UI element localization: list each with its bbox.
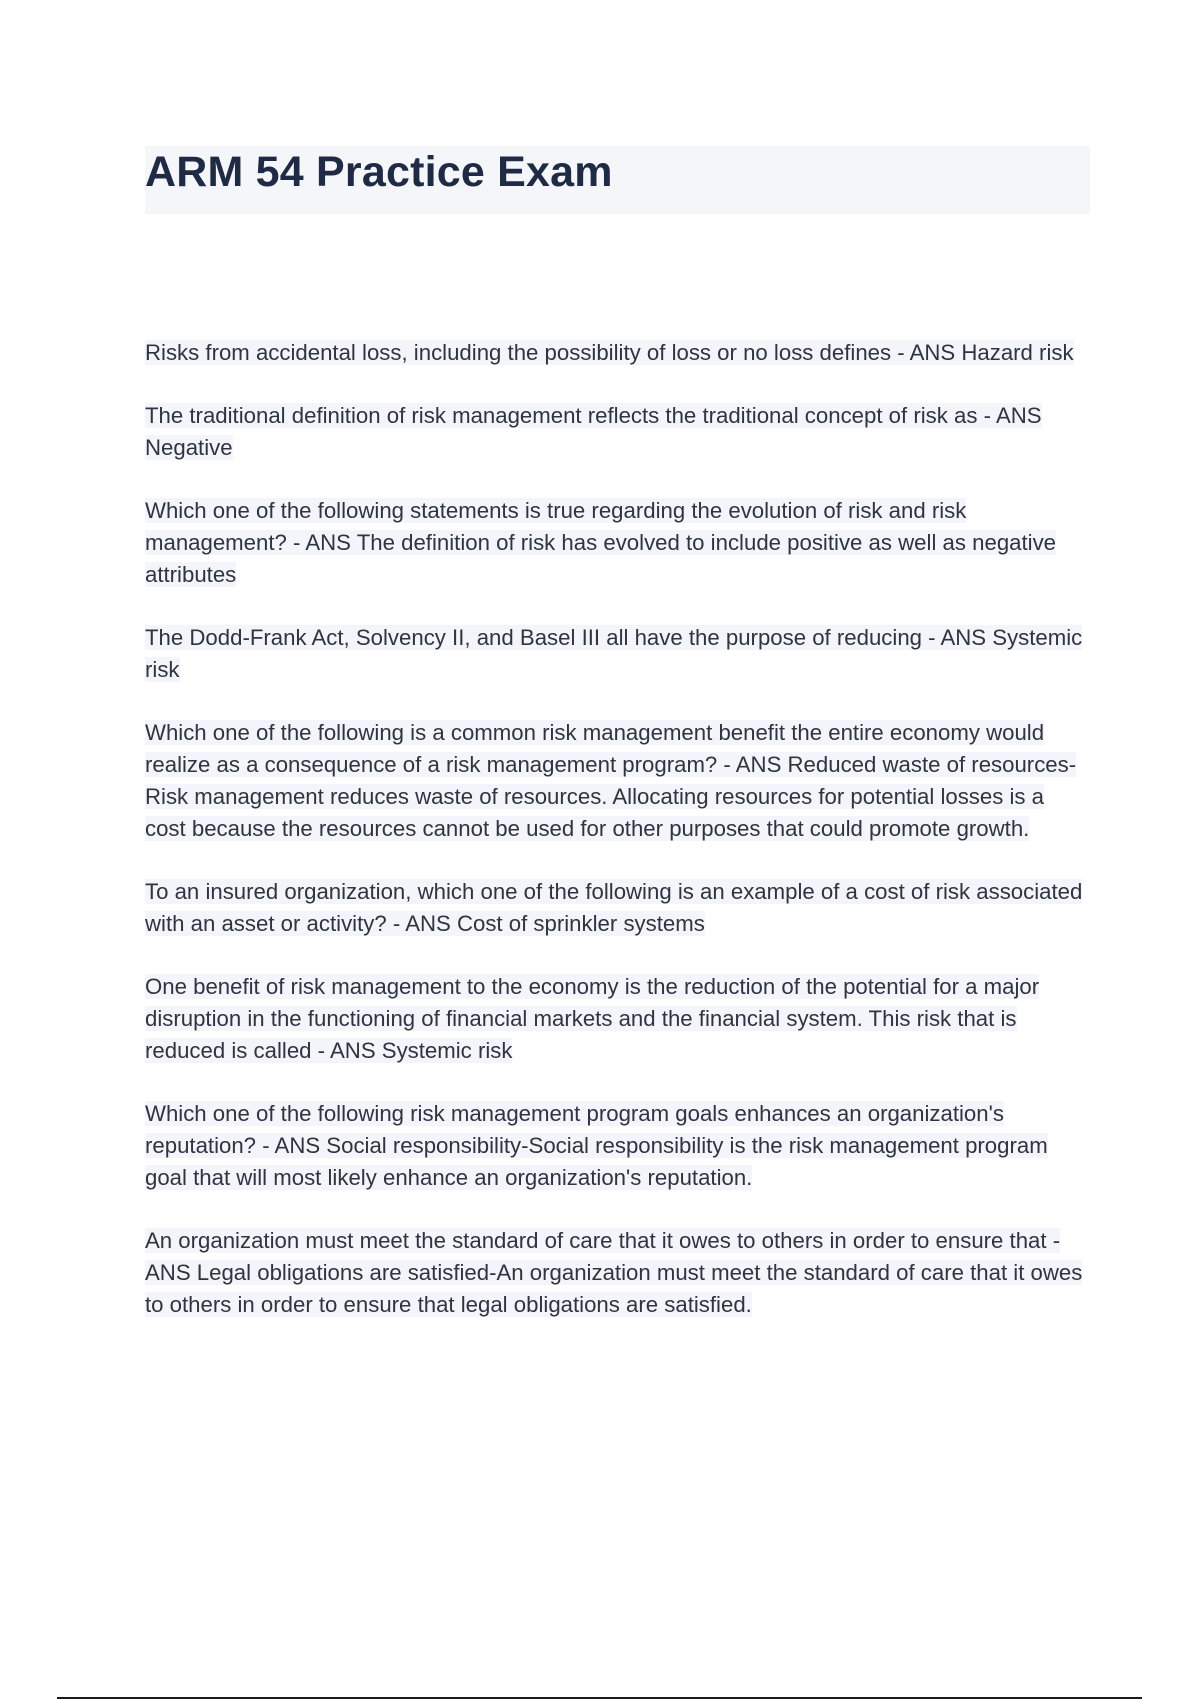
qa-item (145, 717, 1090, 845)
qa-item-text: Which one of the following statements is true regarding the evolution of risk and risk management? - ANS The definition of risk has evolved to include positive as well as negative attributes (145, 498, 1057, 587)
qa-item (145, 495, 1090, 591)
qa-item-text: The traditional definition of risk management reflects the traditional concept of risk as - ANS Negative (145, 403, 1042, 460)
qa-item (145, 400, 1090, 464)
qa-item (145, 337, 1090, 369)
page-bottom-rule (57, 1697, 1142, 1699)
qa-item-text: Which one of the following risk management program goals enhances an organization's reputation? - ANS Social responsibility-Social responsibility is the risk management program goal that will most likely enhance an organization's reputation. (145, 1101, 1048, 1190)
qa-item-text: One benefit of risk management to the economy is the reduction of the potential for a major disruption in the functioning of financial markets and the financial system. This risk that is reduced is called - ANS Systemic risk (145, 974, 1040, 1063)
qa-item-text: Which one of the following is a common risk management benefit the entire economy would realize as a consequence of a risk management program? - ANS Reduced waste of resources-Risk management reduces waste of resources. Allocating resources for potential losses is a cost because the resources cannot be used for other purposes that could promote growth. (145, 720, 1077, 841)
qa-item (145, 971, 1090, 1067)
qa-item (145, 876, 1090, 940)
qa-item-text: To an insured organization, which one of the following is an example of a cost of risk associated with an asset or activity? - ANS Cost of sprinkler systems (145, 879, 1083, 936)
page-title: ARM 54 Practice Exam (145, 148, 613, 196)
qa-item (145, 1225, 1090, 1321)
qa-item-text: The Dodd-Frank Act, Solvency II, and Basel III all have the purpose of reducing - ANS Systemic risk (145, 625, 1083, 682)
qa-item-text: An organization must meet the standard of care that it owes to others in order to ensure that - ANS Legal obligations are satisfied-An organization must meet the standard of care that it owes to others in order to ensure that legal obligations are satisfied. (145, 1228, 1083, 1317)
qa-item (145, 1098, 1090, 1194)
question-answer-list (145, 337, 1090, 1352)
qa-item (145, 622, 1090, 686)
qa-item-text: Risks from accidental loss, including the possibility of loss or no loss defines - ANS Hazard risk (145, 340, 1074, 365)
